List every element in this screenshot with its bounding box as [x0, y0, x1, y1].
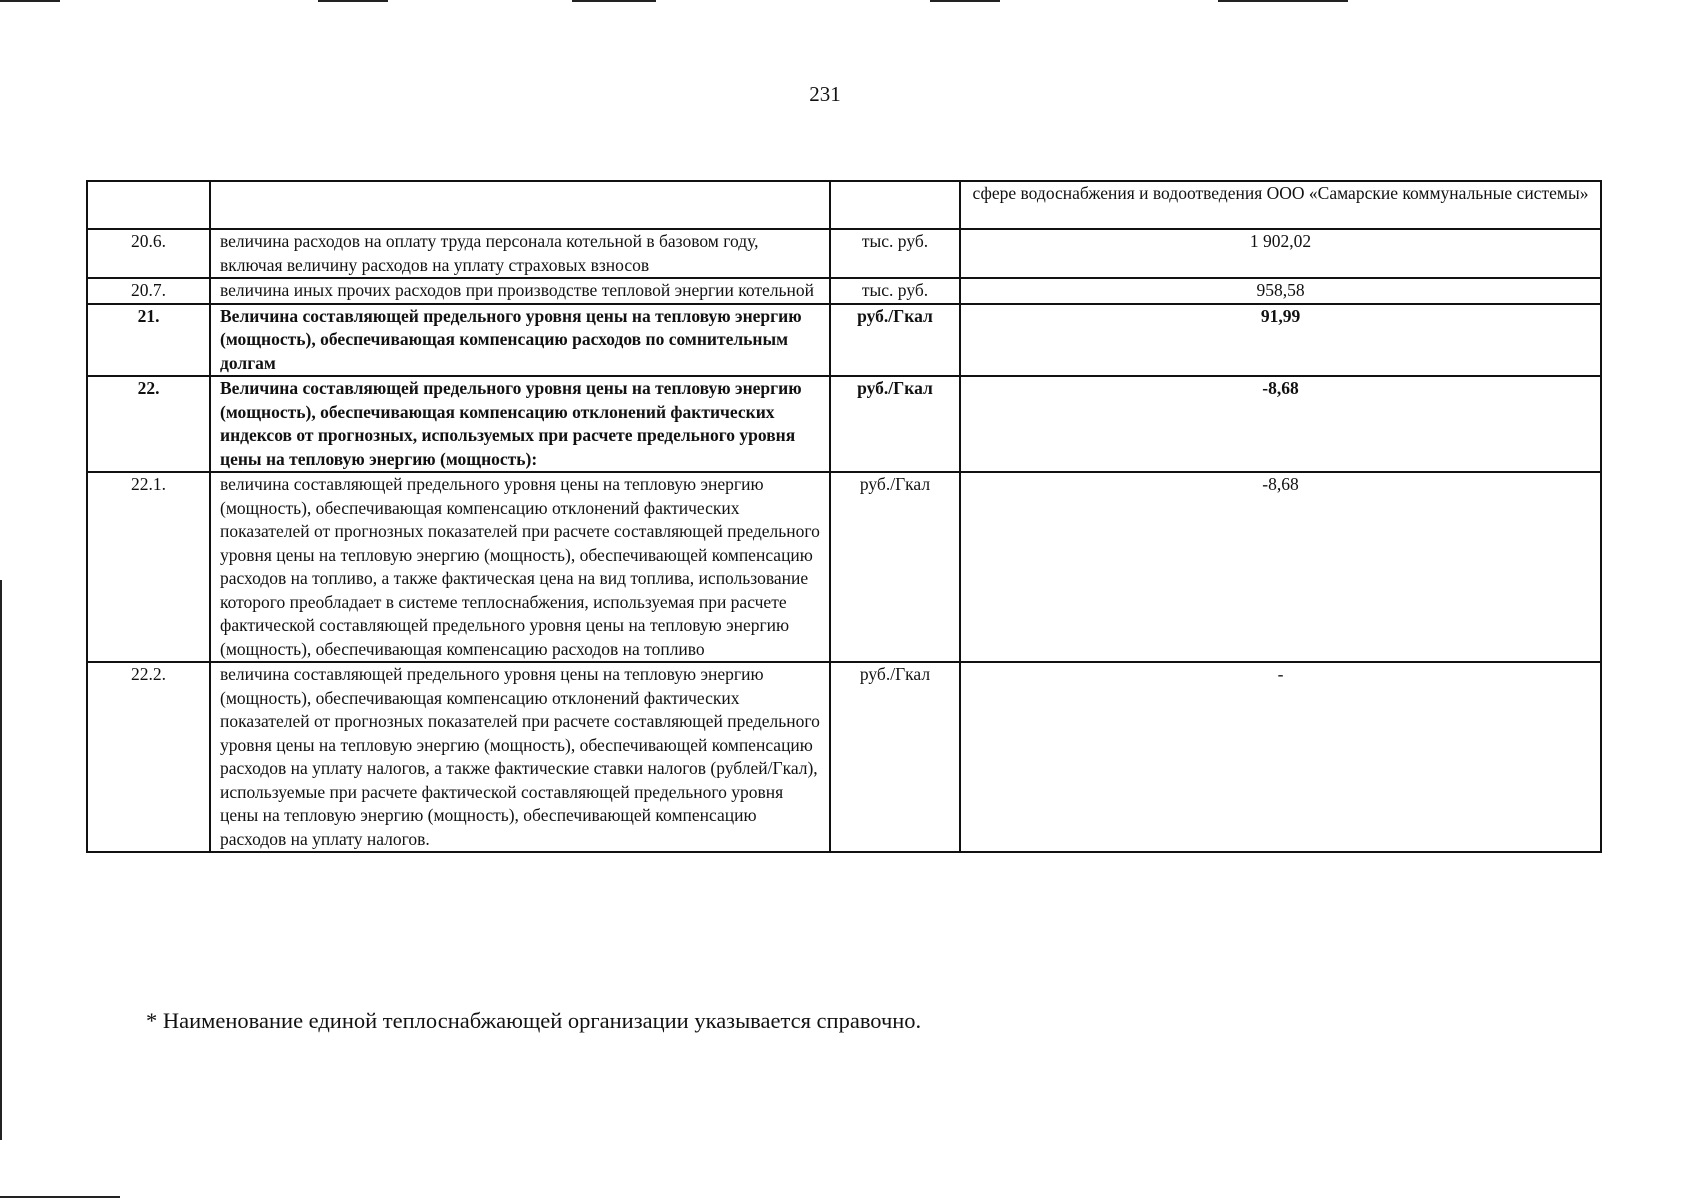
- row-value: 958,58: [960, 278, 1601, 304]
- row-description: величина иных прочих расходов при производстве тепловой энергии котельной: [210, 278, 830, 304]
- header-empty-cell-2: [210, 181, 830, 229]
- row-number: 22.1.: [87, 472, 210, 662]
- row-unit: руб./Гкал: [830, 472, 960, 662]
- header-empty-cell-3: [830, 181, 960, 229]
- row-unit: тыс. руб.: [830, 229, 960, 278]
- row-description: величина расходов на оплату труда персонала котельной в базовом году, включая величину расходов на уплату страховых взносов: [210, 229, 830, 278]
- header-organization-cell: сфере водоснабжения и водоотведения ООО «Самарские коммунальные системы»: [960, 181, 1601, 229]
- scan-artifact-top-3: [930, 0, 1000, 2]
- row-value: -: [960, 662, 1601, 852]
- row-description: Величина составляющей предельного уровня цены на тепловую энергию (мощность), обеспечивающая компенсацию расходов по сомнительным долгам: [210, 304, 830, 377]
- table-row: [87, 472, 1601, 662]
- table-row: [87, 662, 1601, 852]
- row-number: 20.6.: [87, 229, 210, 278]
- row-number: 22.: [87, 376, 210, 472]
- row-value: -8,68: [960, 472, 1601, 662]
- scan-artifact-top-left: [0, 0, 60, 2]
- row-unit: руб./Гкал: [830, 662, 960, 852]
- row-value: 1 902,02: [960, 229, 1601, 278]
- scan-artifact-top-4: [1218, 0, 1348, 2]
- table-row: [87, 376, 1601, 472]
- table-row: [87, 278, 1601, 304]
- data-table: [86, 180, 1602, 853]
- row-number: 20.7.: [87, 278, 210, 304]
- scan-artifact-left-edge: [0, 580, 2, 1140]
- row-value: 91,99: [960, 304, 1601, 377]
- header-empty-cell-1: [87, 181, 210, 229]
- row-unit: руб./Гкал: [830, 376, 960, 472]
- table-row: [87, 229, 1601, 278]
- row-description: величина составляющей предельного уровня цены на тепловую энергию (мощность), обеспечивающая компенсацию отклонений фактических показателей от прогнозных показателей при расчете составляющей предельного уровня цены на тепловую энергию (мощность), обеспечивающей компенсацию расходов на уплату налогов, а также фактические ставки налогов (рублей/Гкал), используемые при расчете фактической составляющей предельного уровня цены на тепловую энергию (мощность), обеспечивающей компенсацию расходов на уплату налогов.: [210, 662, 830, 852]
- scan-artifact-top-1: [318, 0, 388, 2]
- row-number: 21.: [87, 304, 210, 377]
- row-value: -8,68: [960, 376, 1601, 472]
- row-description: величина составляющей предельного уровня цены на тепловую энергию (мощность), обеспечивающая компенсацию отклонений фактических показателей от прогнозных показателей при расчете составляющей предельного уровня цены на тепловую энергию (мощность), обеспечивающей компенсацию расходов на топливо, а также фактическая цена на вид топлива, использование которого преобладает в системе теплоснабжения, используемая при расчете фактической составляющей предельного уровня цены на тепловую энергию (мощность), обеспечивающая компенсацию расходов на топливо: [210, 472, 830, 662]
- row-unit: тыс. руб.: [830, 278, 960, 304]
- scan-artifact-bottom-left: [0, 1196, 120, 1198]
- page-number: 231: [809, 82, 841, 106]
- row-unit: руб./Гкал: [830, 304, 960, 377]
- footnote: * Наименование единой теплоснабжающей организации указывается справочно.: [146, 1008, 922, 1033]
- table-row: [87, 304, 1601, 377]
- row-description: Величина составляющей предельного уровня цены на тепловую энергию (мощность), обеспечивающая компенсацию отклонений фактических индексов от прогнозных, используемых при расчете предельного уровня цены на тепловую энергию (мощность):: [210, 376, 830, 472]
- table-header-row: [87, 181, 1601, 229]
- row-number: 22.2.: [87, 662, 210, 852]
- scan-artifact-top-2: [572, 0, 656, 2]
